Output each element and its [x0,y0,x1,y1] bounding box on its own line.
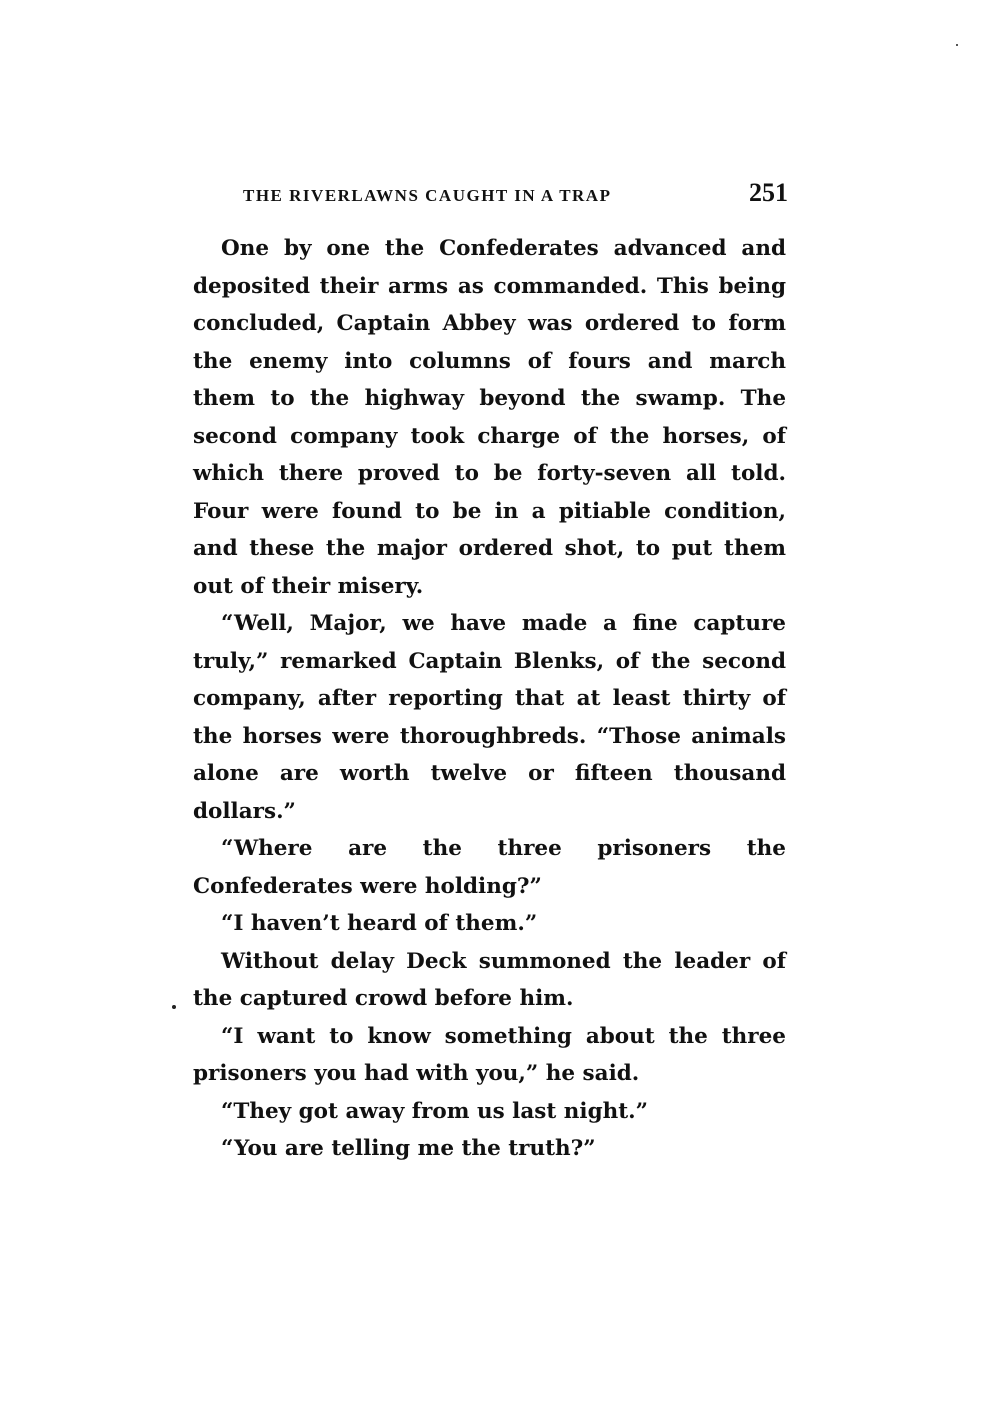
margin-mark [172,1005,176,1009]
paragraph: “I haven’t heard of them.” [221,911,538,936]
body-text [193,230,786,1168]
paragraph: One by one the Confederates advanced and deposited their arms as commanded. This being concluded, Captain Abbey was ordered to form the enemy into columns of fours and march them to the highway beyond the swamp. The second company took charge of the horses, of which there proved to be forty-seven all told. Four were found to be in a pitiable condition, and these the major ordered shot, to put them out of their misery. [193,236,786,599]
running-title: THE RIVERLAWNS CAUGHT IN A TRAP [243,186,612,205]
paragraph: “Where are the three prisoners the Confederates were holding?” [193,836,786,899]
paragraph: “Well, Major, we have made a fine capture truly,” remarked Captain Blenks, of the second company, after reporting that at least thirty of the horses were thoroughbreds. “Those animals alone are worth twelve or fifteen thousand dollars.” [193,611,786,824]
paragraph: “I want to know something about the three prisoners you had with you,” he said. [193,1023,786,1086]
page-header [243,176,788,216]
page-number: 251 [749,178,788,207]
paragraph: “They got away from us last night.” [221,1098,649,1124]
paragraph: “You are telling me the truth?” [221,1136,596,1161]
scan-speck [956,44,958,46]
paragraph: Without delay Deck summoned the leader of the captured crowd before him. [193,948,786,1011]
